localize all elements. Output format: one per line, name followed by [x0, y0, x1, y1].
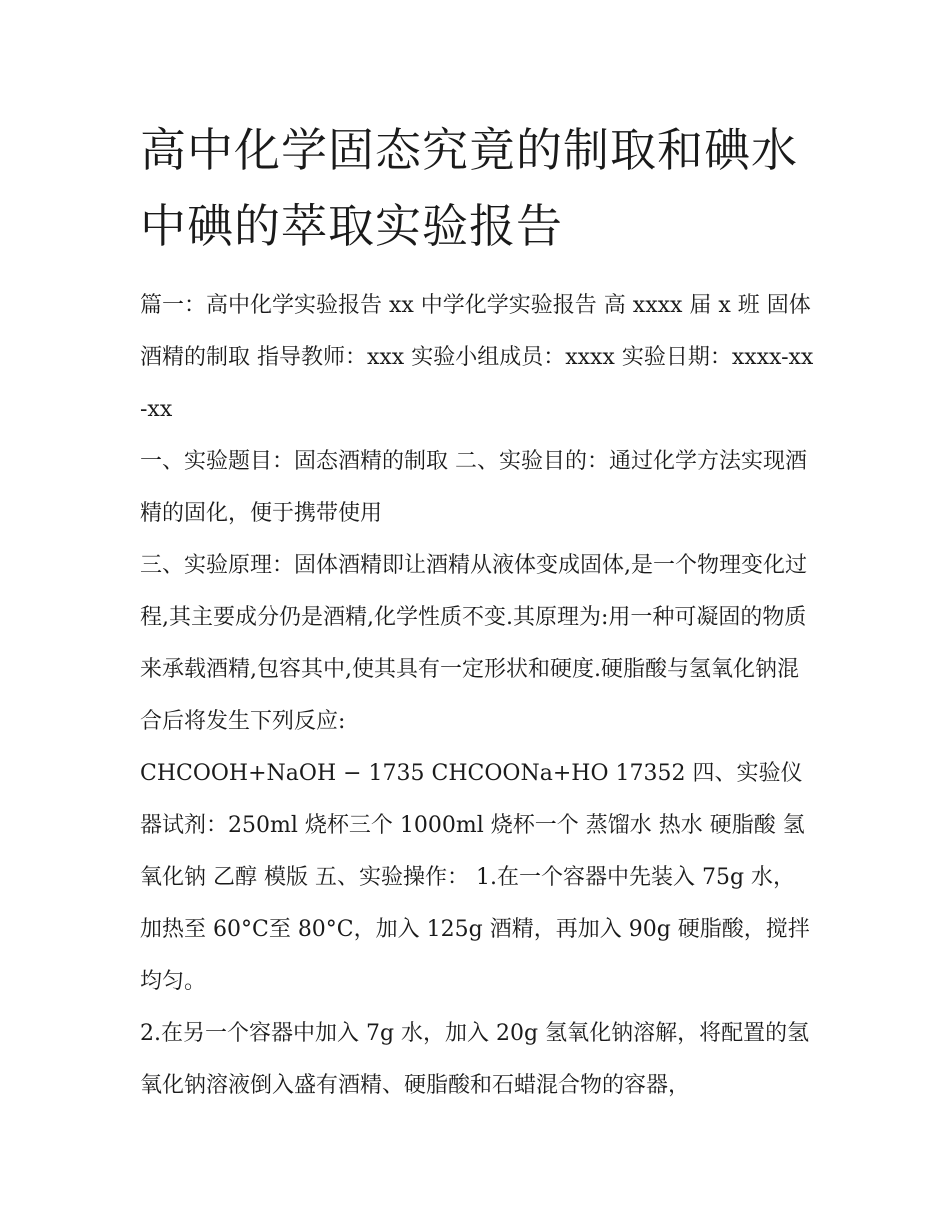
paragraph-header-info: 篇一：高中化学实验报告 xx 中学化学实验报告 高 xxxx 届 x 班 固体酒精的制取 指导教师：xxx 实验小组成员：xxxx 实验日期：xxxx-xx-xx — [140, 293, 814, 422]
paragraph-title-purpose: 一、实验题目：固态酒精的制取 二、实验目的：通过化学方法实现酒精的固化，便于携带使用 — [140, 449, 807, 526]
paragraph-principle: 三、实验原理：固体酒精即让酒精从液体变成固体,是一个物理变化过程,其主要成分仍是酒精,化学性质不变.其原理为:用一种可凝固的物质来承载酒精,包容其中,使其具有一定形状和硬度.硬脂酸与氢氧化钠混合后将发生下列反应: — [140, 553, 807, 734]
document-title: 高中化学固态究竟的制取和碘水中碘的萃取实验报告 — [140, 123, 798, 253]
paragraph-reaction-materials: CHCOOH+NaOH − 1735 CHCOONa+HO 17352 四、实验仪器试剂：250ml 烧杯三个 1000ml 烧杯一个 蒸馏水 热水 硬脂酸 氢氧化钠 乙醇 模版 五、实验操作： 1.在一个容器中先装入 75g 水，加热至 60°C至 80°C，加入 125g 酒精，再加入 90g 硬脂酸，搅拌均匀。 — [140, 761, 810, 994]
document-page — [140, 112, 815, 1112]
paragraph-operation-step-2: 2.在另一个容器中加入 7g 水，加入 20g 氢氧化钠溶解，将配置的氢氧化钠溶液倒入盛有酒精、硬脂酸和石蜡混合物的容器， — [140, 1021, 810, 1098]
